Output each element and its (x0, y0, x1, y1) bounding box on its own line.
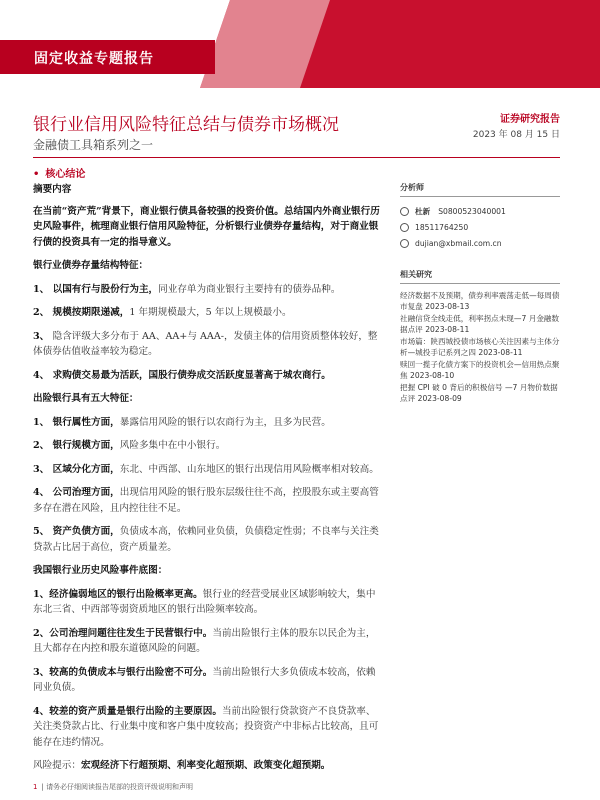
phone-icon (400, 223, 409, 232)
core-conclusion-label (33, 165, 85, 180)
analyst-cert: S0800523040001 (438, 206, 506, 216)
analyst-phone-row (400, 219, 560, 235)
section-features-heading: 出险银行具有五大特征： (33, 393, 139, 404)
abstract-label: 摘要内容 (33, 184, 72, 195)
analyst-phone: 18511764250 (415, 222, 469, 232)
analyst-name-row (400, 203, 560, 219)
list-item: 3、较高的负债成本与银行出险密不可分。当前出险银行大多负债成本较高，依赖同业负债。 (33, 666, 376, 693)
list-item: 1、经济偏弱地区的银行出险概率更高。银行业的经营受展业区域影响较大，集中东北三省、中西部等弱资质地区的银行出险频率较高。 (33, 588, 376, 615)
analyst-heading: 分析师 (400, 182, 560, 197)
core-conclusion-text: 核心结论 (45, 169, 86, 180)
related-item[interactable]: 赎回一揽子化债方案下的投资机会—信用热点聚焦 2023-08-10 (400, 360, 560, 380)
title-divider (33, 157, 560, 158)
intro-paragraph: 在当前“资产荒”背景下，商业银行债具备较强的投资价值。总结国内外商业银行历史风险事件，梳理商业银行信用风险特征，分析银行业债券存量结构，对于商业银行债的投资具有一定的指导意义。 (33, 205, 380, 248)
related-item[interactable]: 把握 CPI 破 0 背后的积极信号 —7 月物价数据点评 2023-08-09 (400, 383, 558, 403)
analyst-name: 杜新 (415, 206, 431, 216)
list-item: 2、 银行规模方面，风险多集中在中小银行。 (33, 440, 226, 451)
list-item: 1、 银行属性方面，暴露信用风险的银行以农商行为主，且多为民营。 (33, 416, 331, 428)
section-structure-heading: 银行业债券存量结构特征： (33, 260, 149, 271)
list-item: 3、 区域分化方面，东北、中西部、山东地区的银行出现信用风险概率相对较高。 (33, 463, 379, 475)
related-item[interactable]: 经济数据不及预期，债券利率震荡走低—每周债市复盘 2023-08-13 (400, 291, 560, 311)
page-number: 1 (33, 783, 38, 791)
user-icon (400, 207, 409, 216)
analyst-email[interactable]: dujian@xbmail.com.cn (415, 238, 502, 248)
sidebar (400, 182, 560, 405)
report-type-label: 证券研究报告 (500, 114, 560, 125)
list-item: 2、公司治理问题往往发生于民营银行中。当前出险银行主体的股东以民企为主，且大都存在内控和股东道德风险的问题。 (33, 627, 376, 654)
document-title: 银行业信用风险特征总结与债券市场概况 (33, 115, 339, 135)
list-item: 4、 公司治理方面，出现信用风险的银行股东层级往往不高，控股股东或主要高管多存在潜在风险，且内控往往不足。 (33, 487, 379, 514)
risk-warning: 风险提示：宏观经济下行超预期、利率变化超预期、政策变化超预期。 (33, 760, 331, 771)
footer-disclaimer: 请务必仔细阅读报告尾部的投资评级说明和声明 (46, 783, 194, 791)
document-subtitle: 金融债工具箱系列之一 (33, 138, 154, 152)
main-content (33, 182, 385, 782)
header-band (0, 0, 600, 88)
list-item: 4、较差的资产质量是银行出险的主要原因。当前出险银行贷款资产不良贷款率、关注类贷款占比、行业集中度和客户集中度较高；投资资产中非标占比较高，且可能存在违约情况。 (33, 705, 379, 748)
list-item: 1、 以国有行与股份行为主，同业存单为商业银行主要持有的债券品种。 (33, 283, 341, 295)
related-research-heading: 相关研究 (400, 269, 560, 284)
mail-icon (400, 239, 409, 248)
list-item: 5、 资产负债方面，负债成本高，依赖同业负债，负债稳定性弱；不良率与关注类贷款占比居于高位，资产质量差。 (33, 526, 379, 553)
list-item: 2、 规模按期限递减，1 年期规模最大，5 年以上规模最小。 (33, 307, 292, 318)
related-item[interactable]: 社融信贷全线走低，利率拐点未现—7 月金融数据点评 2023-08-11 (400, 314, 560, 334)
footer: 1 | 请务必仔细阅读报告尾部的投资评级说明和声明 (33, 783, 194, 791)
analyst-email-row (400, 235, 560, 251)
header-band-title: 固定收益专题报告 (34, 51, 154, 67)
section-history-heading: 我国银行业历史风险事件底图： (33, 565, 168, 576)
list-item: 3、 隐含评级大多分布于 AA、AA+与 AAA-，发债主体的信用资质整体较好，整体债券估值收益率较为稳定。 (33, 330, 378, 357)
list-item: 4、 求购债交易最为活跃，国股行债券成交活跃度显著高于城农商行。 (33, 369, 331, 381)
report-date: 2023 年 08 月 15 日 (472, 130, 560, 140)
bullet-icon: • (33, 169, 40, 180)
related-item[interactable]: 市场篇：陕西城投债市场核心关注因素与主体分析—城投手记系列之四 2023-08-11 (400, 337, 560, 357)
